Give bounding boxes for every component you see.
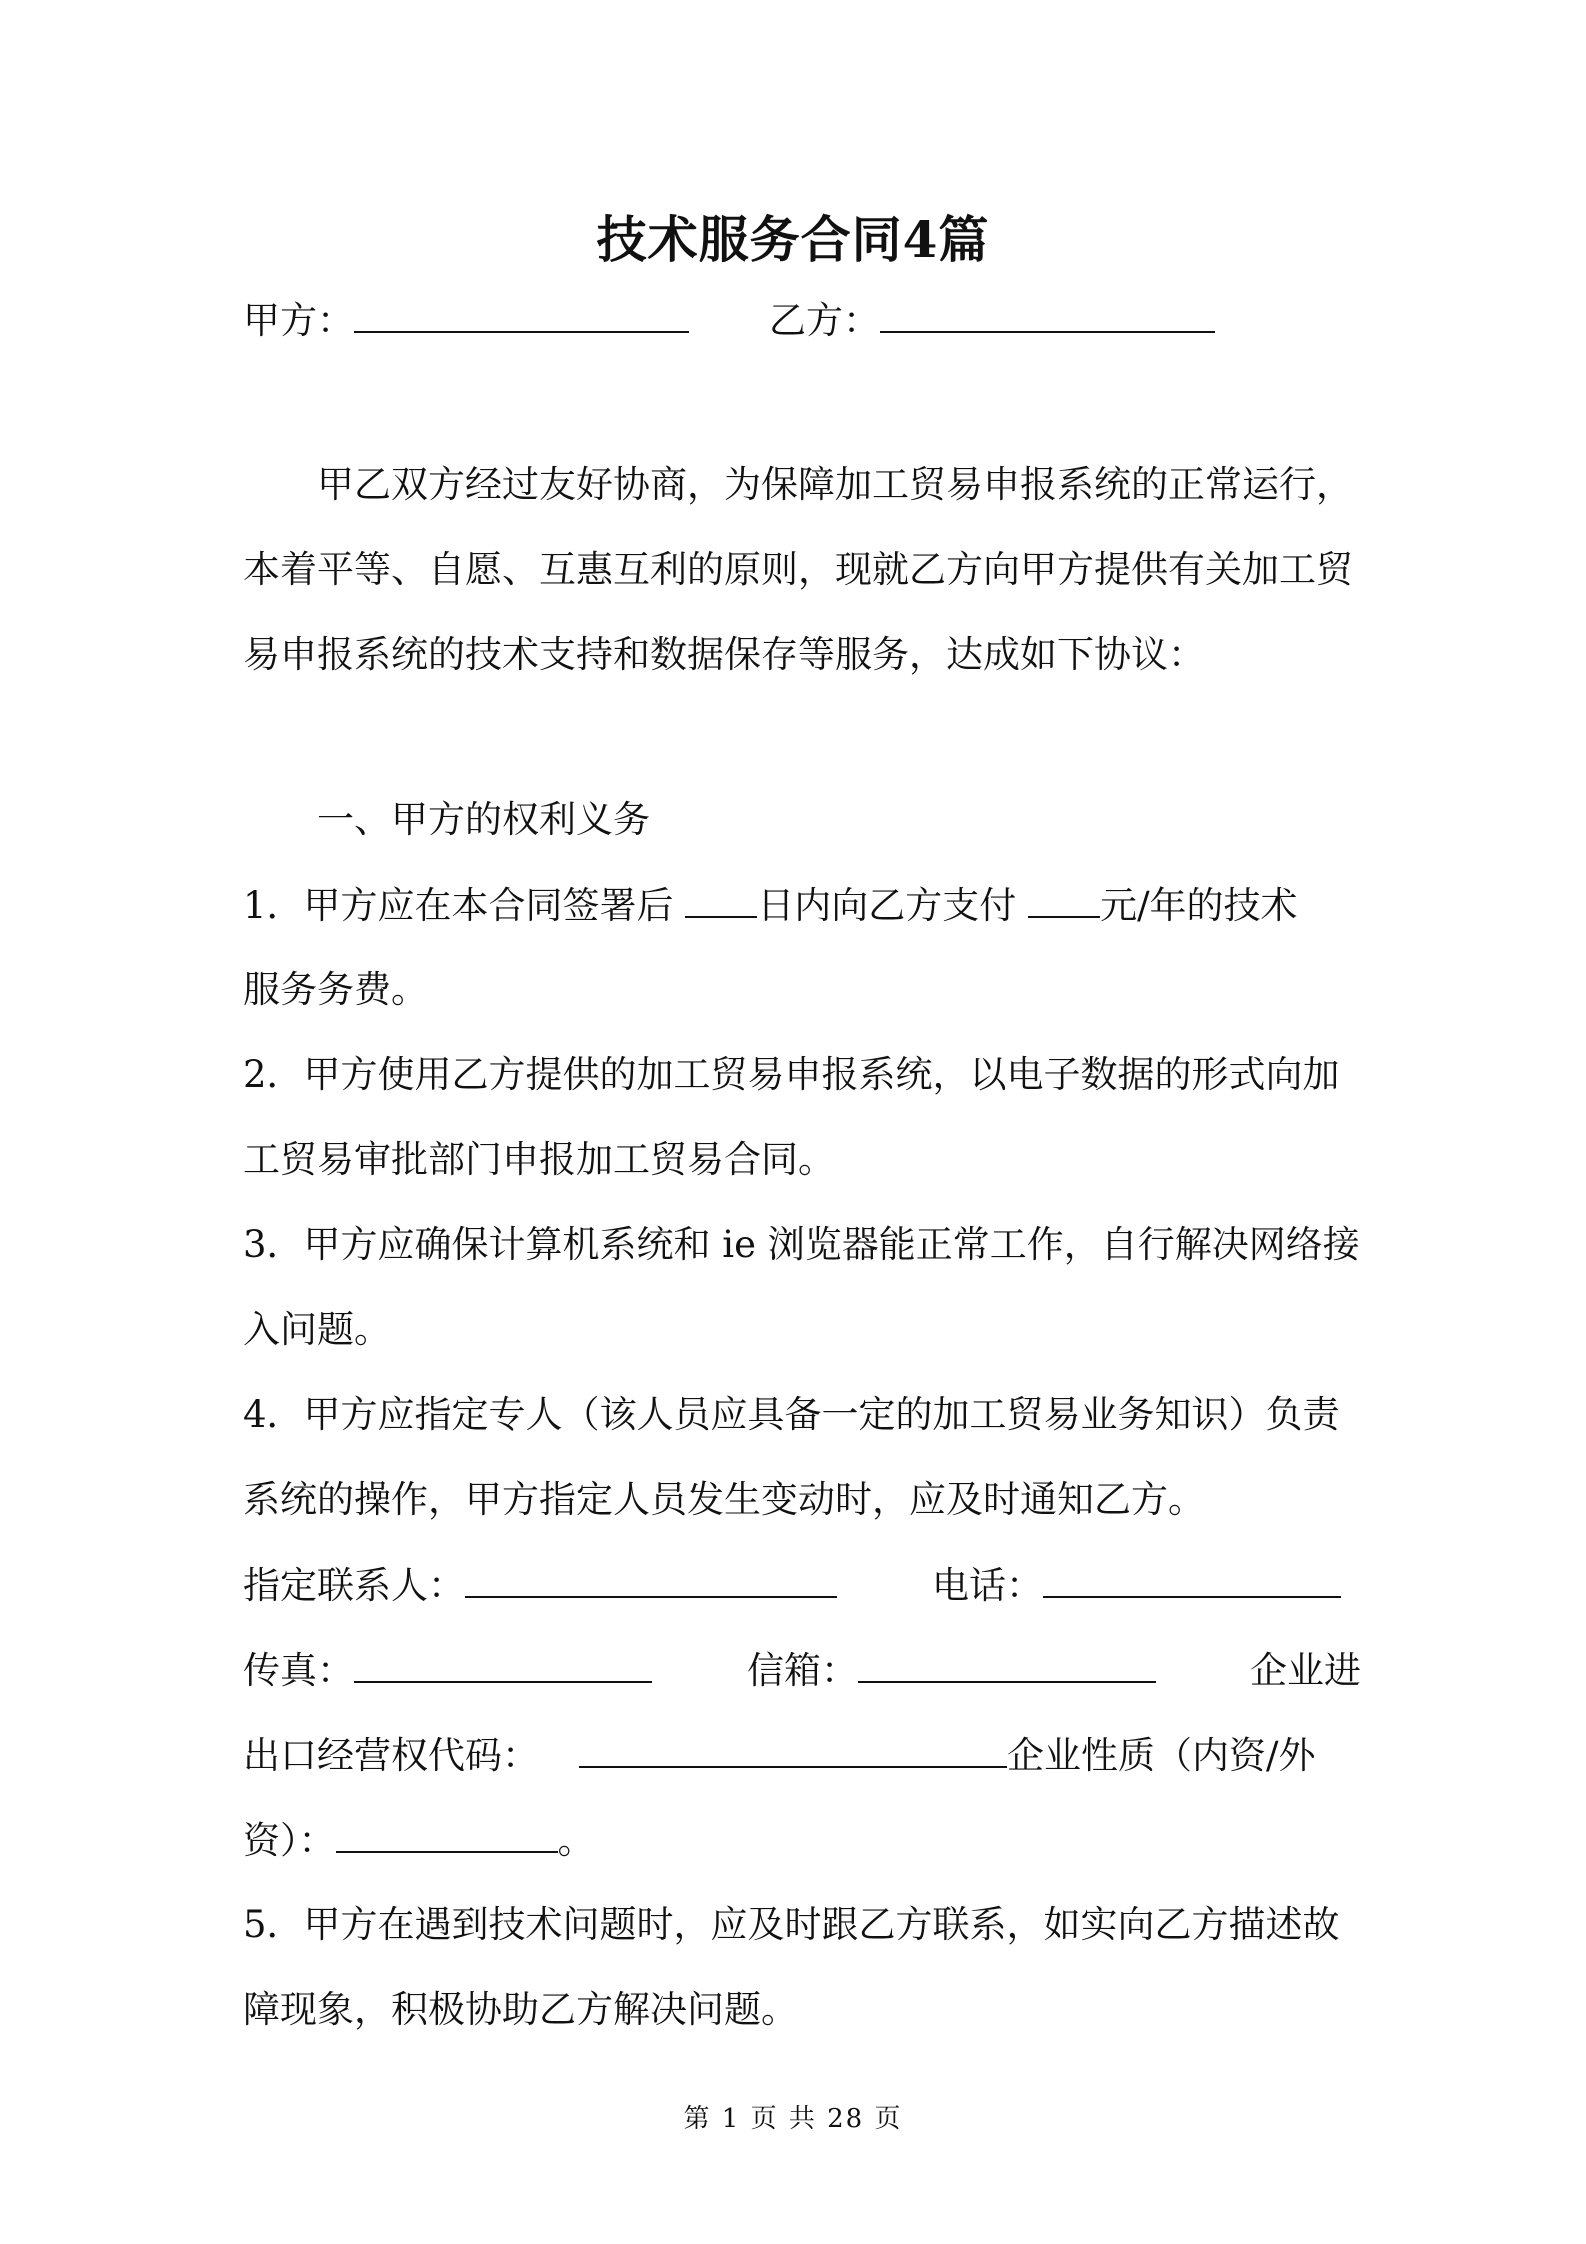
item-4-line-1: 4．甲方应指定专人（该人员应具备一定的加工贸易业务知识）负责 (243, 1393, 1340, 1436)
item-1-line-1 (243, 880, 1343, 931)
intro-line-1: 甲乙双方经过友好协商，为保障加工贸易申报系统的正常运行， (317, 463, 1353, 506)
item-4-line-2: 系统的操作，甲方指定人员发生变动时，应及时通知乙方。 (243, 1478, 1205, 1521)
enterprise-code-blank (579, 1730, 1007, 1768)
contact-blank (465, 1560, 837, 1598)
enterprise-line (243, 1730, 1343, 1781)
parties-line (243, 295, 1343, 346)
contact-label: 指定联系人： (243, 1564, 465, 1607)
item-1-text-b: 日内向乙方支付 (757, 884, 1029, 927)
party-b-label: 乙方： (769, 299, 880, 342)
party-a-label: 甲方： (243, 299, 354, 342)
item-3-line-1: 3．甲方应确保计算机系统和 ie 浏览器能正常工作，自行解决网络接 (243, 1223, 1360, 1266)
item-2-line-1: 2．甲方使用乙方提供的加工贸易申报系统，以电子数据的形式向加 (243, 1053, 1340, 1096)
fee-blank (1028, 880, 1100, 918)
enterprise-label-a: 企业进 (1250, 1649, 1361, 1692)
phone-blank (1043, 1560, 1341, 1598)
nature-label: 企业性质（内资/外 (1007, 1734, 1316, 1777)
email-blank (858, 1645, 1156, 1683)
fax-blank (354, 1645, 652, 1683)
item-3-line-2: 入问题。 (243, 1308, 391, 1351)
item-5-line-2: 障现象，积极协助乙方解决问题。 (243, 1988, 798, 2031)
days-blank (685, 880, 757, 918)
party-b-blank (880, 295, 1215, 333)
item-2-line-2: 工贸易审批部门申报加工贸易合同。 (243, 1138, 835, 1181)
page-footer: 第 1 页 共 28 页 (683, 2104, 903, 2134)
enterprise-label-b: 出口经营权代码： (243, 1734, 539, 1777)
contact-line (243, 1560, 1343, 1611)
phone-label: 电话： (932, 1564, 1043, 1607)
item-1-line-2: 服务务费。 (243, 968, 428, 1011)
nature-line (243, 1815, 1343, 1866)
page-title: 技术服务合同4篇 (596, 210, 990, 269)
nature-label-end: 资）： (243, 1819, 336, 1862)
intro-line-3: 易申报系统的技术支持和数据保存等服务，达成如下协议： (243, 633, 1205, 676)
party-a-blank (354, 295, 689, 333)
item-5-line-1: 5．甲方在遇到技术问题时，应及时跟乙方联系，如实向乙方描述故 (243, 1903, 1340, 1946)
item-1-text-a: 1．甲方应在本合同签署后 (243, 884, 686, 927)
item-1-text-c: 元/年的技术 (1100, 884, 1298, 927)
fax-line (243, 1645, 1361, 1696)
intro-line-2: 本着平等、自愿、互惠互利的原则，现就乙方向甲方提供有关加工贸 (243, 548, 1353, 591)
email-label: 信箱： (747, 1649, 858, 1692)
fax-label: 传真： (243, 1649, 354, 1692)
section-heading: 一、甲方的权利义务 (317, 798, 650, 841)
nature-blank (336, 1815, 558, 1853)
period: 。 (557, 1819, 595, 1862)
